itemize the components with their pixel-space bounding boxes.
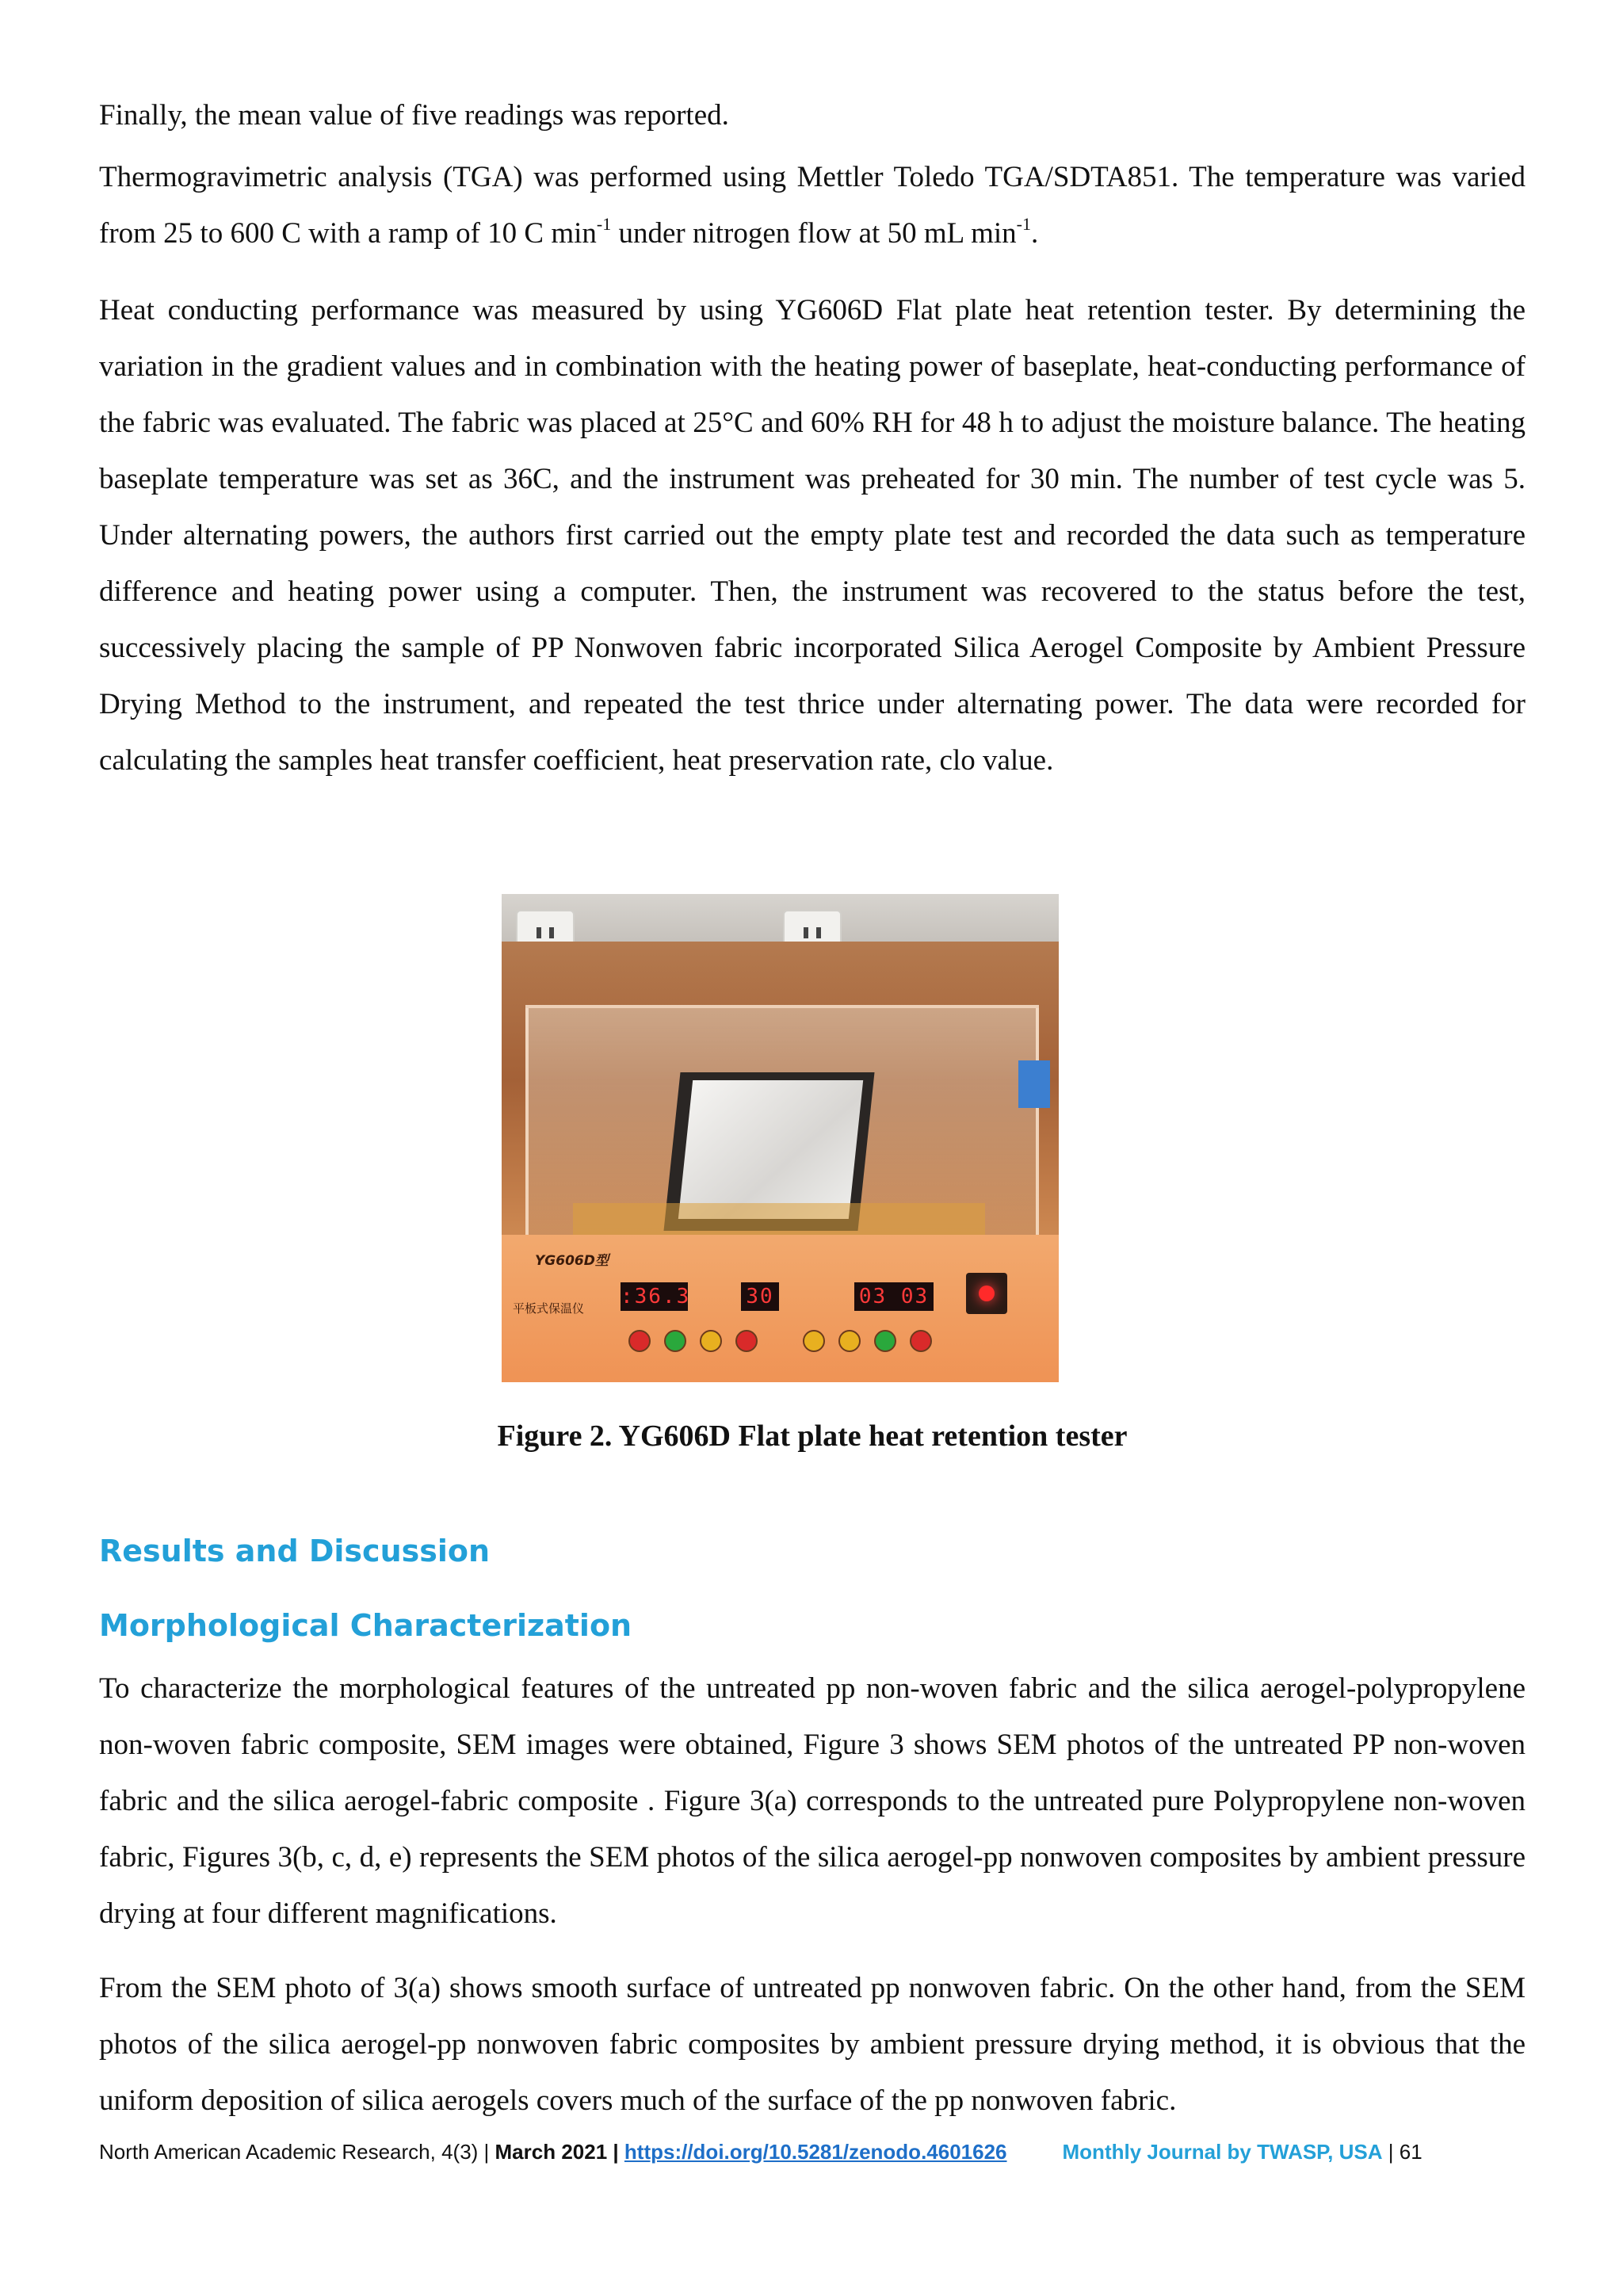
panel-name: 平板式保温仪 <box>513 1301 585 1316</box>
display-timer: 03 03 <box>854 1282 934 1311</box>
red-button-2 <box>735 1330 758 1352</box>
green-button-1 <box>664 1330 686 1352</box>
tga-text-b: under nitrogen flow at 50 mL min <box>611 217 1017 250</box>
heading-results-and-discussion: Results and Discussion <box>99 1534 491 1568</box>
power-indicator <box>966 1273 1007 1314</box>
yellow-button-3 <box>838 1330 861 1352</box>
model-label: YG606D型 <box>535 1253 609 1269</box>
red-button-3 <box>910 1330 932 1352</box>
green-button-2 <box>874 1330 896 1352</box>
heading-morphological-characterization: Morphological Characterization <box>99 1608 632 1643</box>
paragraph-heat-conducting: Heat conducting performance was measured by using YG606D Flat plate heat retention tester. By determining the variation in the gradient values and in combination with the heating power of baseplate, heat-conducting performance of the fabric was evaluated. The fabric was placed at 25°C and 60% RH for 48 h to adjust the moisture balance. The heating baseplate temperature was set as 36C, and the instrument was preheated for 30 min. The number of test cycle was 5. Under alternating powers, the authors first carried out the empty plate test and recorded the data such as temperature difference and heating power using a computer. Then, the instrument was recovered to the status before the test, successively placing the sample of PP Nonwoven fabric incorporated Silica Aerogel Composite by Ambient Pressure Drying Method to the instrument, and repeated the test thrice under alternating power. The data were recorded for calculating the samples heat transfer coefficient, heat preservation rate, clo value. <box>99 294 1526 777</box>
page-footer <box>99 2140 1526 2164</box>
figure-photo-heat-retention-tester <box>502 894 1059 1382</box>
footer-page-number: | 61 <box>1382 2140 1423 2164</box>
paragraph-morphology: To characterize the morphological features of the untreated pp non-woven fabric and the silica aerogel-polypropylene non-woven fabric composite, SEM images were obtained, Figure 3 shows SEM photos of the untreated PP non-woven fabric and the silica aerogel-fabric composite . Figure 3(a) corresponds to the untreated pure Polypropylene non-woven fabric, Figures 3(b, c, d, e) represents the SEM photos of the silica aerogel-pp nonwoven composites by ambient pressure drying at four different magnifications. <box>99 1672 1526 1930</box>
paragraph-sem-results: From the SEM photo of 3(a) shows smooth surface of untreated pp nonwoven fabric. On the other hand, from the SEM photos of the silica aerogel-pp nonwoven fabric composites by ambient pressure drying method, it is obvious that the uniform deposition of silica aerogels covers much of the surface of the pp nonwoven fabric. <box>99 1972 1526 2117</box>
tga-text-c: . <box>1030 217 1039 250</box>
paragraph-tga <box>99 149 1526 262</box>
blue-label-tag <box>1018 1060 1050 1108</box>
display-set: 30 <box>741 1282 779 1311</box>
figure-caption: Figure 2. YG606D Flat plate heat retention tester <box>497 1419 1128 1453</box>
yellow-button-1 <box>700 1330 722 1352</box>
tga-text-a: Thermogravimetric analysis (TGA) was performed using Mettler Toledo TGA/SDTA851. The temperature was varied from 25 to 600 C with a ramp of 10 C min <box>99 161 1526 250</box>
tga-superscript-2: -1 <box>1016 214 1031 234</box>
footer-doi-link[interactable]: https://doi.org/10.5281/zenodo.4601626 <box>624 2140 1007 2164</box>
footer-citation: North American Academic Research, 4(3) | <box>99 2140 495 2164</box>
tga-superscript-1: -1 <box>596 214 612 234</box>
footer-separator: | <box>607 2140 624 2164</box>
control-panel <box>502 1235 1059 1382</box>
display-temperature: :36.3 <box>621 1282 688 1311</box>
footer-journal: Monthly Journal by TWASP, USA <box>1062 2140 1383 2164</box>
fabric-sample <box>678 1080 863 1219</box>
paragraph-mean-value: Finally, the mean value of five readings was reported. <box>99 99 729 132</box>
yellow-button-2 <box>803 1330 825 1352</box>
footer-date: March 2021 <box>495 2140 608 2164</box>
red-button-1 <box>628 1330 651 1352</box>
